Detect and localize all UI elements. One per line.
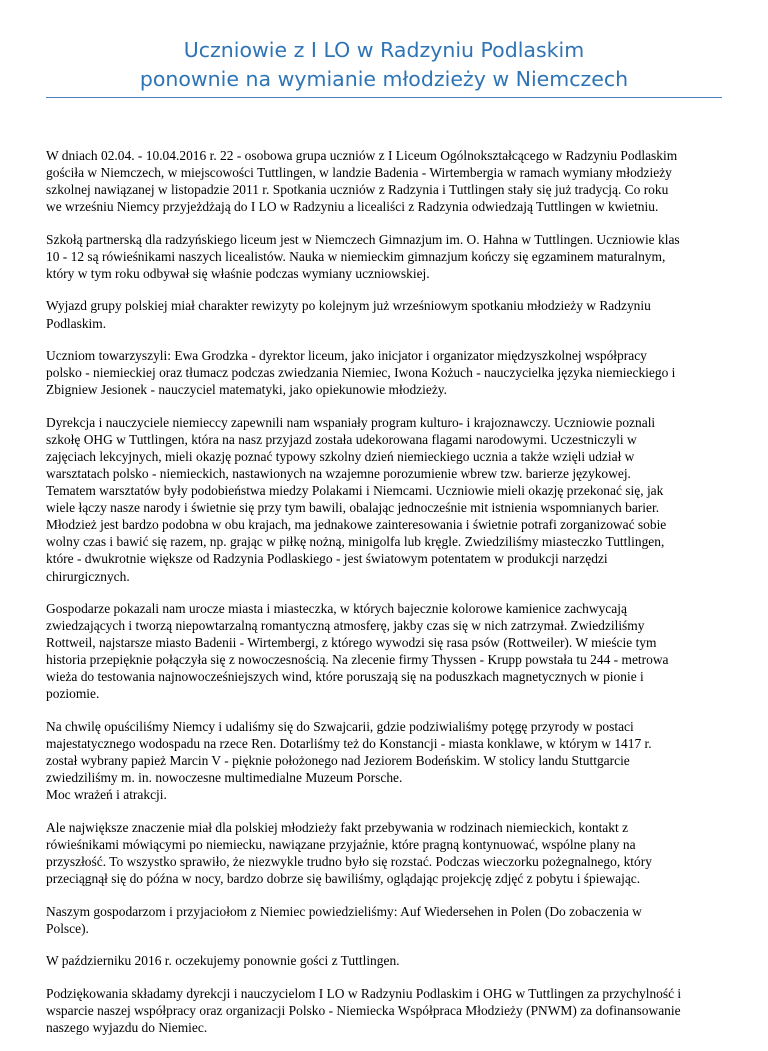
paragraph-6: Gospodarze pokazali nam urocze miasta i miasteczka, w których bajecznie kolorowe kamienice zachwycają zwiedzających i tworzą niepowtarzalną romantyczną atmosferę, jakby czas się w nich zatrzymał. Zwiedziliśmy Rottweil, najstarsze miasto Badenii - Wirtembergi, z którego wywodzi się rasa psów (Rottweiler). W mieście tym historia przepięknie połączyła się z nowoczesnością. Na zlecenie firmy Thyssen - Krupp powstała tu 244 - metrowa wieża do testowania najnowocześniejszych wind, które poruszają się na poduszkach magnetycznych w pionie i poziomie. bbox=[46, 601, 669, 702]
paragraph-4: Uczniom towarzyszyli: Ewa Grodzka - dyrektor liceum, jako inicjator i organizator międzyszkolnej współpracy polsko - niemieckiej oraz tłumacz podczas zwiedzania Niemiec, Iwona Kożuch - nauczycielka języka niemieckiego i Zbigniew Jesionek - nauczyciel matematyki, jako opiekunowie młodzieży. bbox=[46, 348, 676, 398]
title-underline-rule bbox=[46, 97, 722, 98]
paragraph-3: Wyjazd grupy polskiej miał charakter rewizyty po kolejnym już wrześniowym spotkaniu młodzieży w Radzyniu Podlaskim. bbox=[46, 298, 651, 331]
title-line-1: Uczniowie z I LO w Radzyniu Podlaskim bbox=[183, 38, 585, 62]
page-title bbox=[46, 36, 722, 94]
article-body bbox=[46, 147, 726, 1051]
paragraph-5: Dyrekcja i nauczyciele niemieccy zapewnili nam wspaniały program kulturo- i krajoznawczy. Uczniowie poznali szkołę OHG w Tuttlingen, która na nasz przyjazd została udekorowana flagami narodowymi. Uczestniczyli w zajęciach lekcyjnych, mieli okazję poznać typowy szkolny dzień niemieckiego ucznia a także wzięli udział w warsztatach polsko - niemieckich, nastawionych na wzajemne porozumienie wbrew tzw. barierze językowej. Tematem warsztatów były podobieństwa miedzy Polakami i Niemcami. Uczniowie mieli okazję przekonać się, jak wiele łączy nasze narody i świetnie się przy tym bawili, obalając jednocześnie mit istnienia wspomnianych barier. Młodzież jest bardzo podobna w obu krajach, ma jednakowe zainteresowania i świetnie potrafi zorganizować sobie wolny czas i bawić się razem, np. grając w piłkę nożną, minigolfa lub kręgle. Zwiedziliśmy miasteczko Tuttlingen, które - dwukrotnie większe od Radzynia Podlaskiego - jest światowym potentatem w produkcji narzędzi chirurgicznych. bbox=[46, 414, 667, 584]
paragraph-2: Szkołą partnerską dla radzyńskiego liceum jest w Niemczech Gimnazjum im. O. Hahna w Tuttlingen. Uczniowie klas 10 - 12 są rówieśnikami naszych licealistów. Nauka w niemieckim gimnazjum kończy się egzaminem maturalnym, który w tym roku odbywał się właśnie podczas wymiany uczniowskiej. bbox=[46, 231, 680, 281]
paragraph-9: Naszym gospodarzom i przyjaciołom z Niemiec powiedzieliśmy: Auf Wiedersehen in Polen (Do zobaczenia w Polsce). bbox=[46, 903, 642, 936]
paragraph-1: W dniach 02.04. - 10.04.2016 r. 22 - osobowa grupa uczniów z I Liceum Ogólnokształcącego w Radzyniu Podlaskim gościła w Niemczech, w miejscowości Tuttlingen, w landzie Badenia - Wirtembergia w ramach wymiany młodzieży szkolnej nawiązanej w listopadzie 2011 r. Spotkania uczniów z Radzynia i Tuttlingen stały się już tradycją. Co roku we wrześniu Niemcy przyjeżdżają do I LO w Radzyniu a licealiści z Radzynia odwiedzają Tuttlingen w kwietniu. bbox=[46, 148, 678, 215]
paragraph-8: Ale największe znaczenie miał dla polskiej młodzieży fakt przebywania w rodzinach niemieckich, kontakt z rówieśnikami mówiącymi po niemiecku, nawiązane przyjaźnie, które pragną kontynuować, wspólne plany na przyszłość. To wszystko sprawiło, że niezwykle trudno było się rozstać. Podczas wieczorku pożegnalnego, który przeciągnął się do późna w nocy, bardzo dobrze się bawiliśmy, oglądając projekcję zdjęć z pobytu i śpiewając. bbox=[46, 819, 652, 887]
title-line-2: ponownie na wymianie młodzieży w Niemczech bbox=[139, 67, 629, 91]
paragraph-10: W październiku 2016 r. oczekujemy ponownie gości z Tuttlingen. bbox=[46, 953, 400, 969]
paragraph-7: Na chwilę opuściliśmy Niemcy i udaliśmy się do Szwajcarii, gdzie podziwialiśmy potęgę przyrody w postaci majestatycznego wodospadu na rzece Ren. Dotarliśmy też do Konstancji - miasta konklawe, w którym w 1417 r. został wybrany papież Marcin V - pięknie położonego nad Jeziorem Bodeńskim. W stolicy landu Stuttgarcie zwiedziliśmy m. in. nowoczesne multimedialne Muzeum Porsche. Moc wrażeń i atrakcji. bbox=[46, 718, 652, 803]
paragraph-11: Podziękowania składamy dyrekcji i nauczycielom I LO w Radzyniu Podlaskim i OHG w Tuttlingen za przychylność i wsparcie naszej współpracy oraz organizacji Polsko - Niemiecka Współpraca Młodzieży (PNWM) za dofinansowanie naszego wyjazdu do Niemiec. bbox=[46, 985, 682, 1035]
